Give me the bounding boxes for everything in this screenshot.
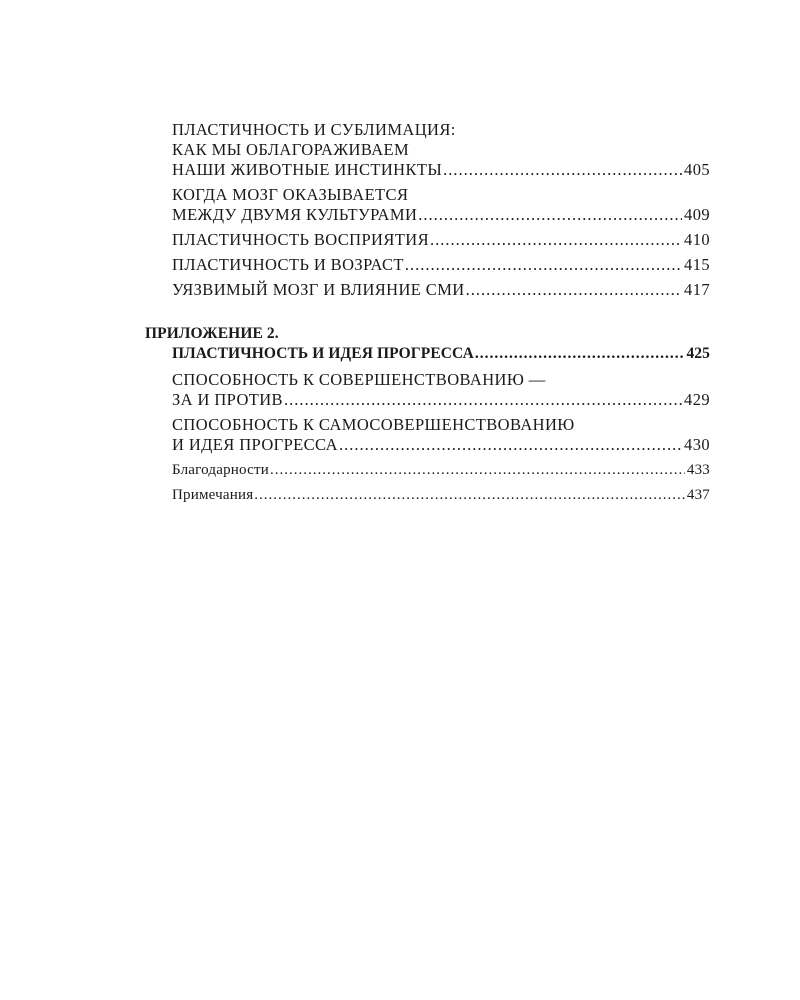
dot-leader	[466, 280, 682, 300]
toc-entry-line: ПЛАСТИЧНОСТЬ И СУБЛИМАЦИЯ:	[172, 120, 456, 139]
toc-entry-final-line	[172, 255, 710, 275]
toc-entry-perfectibility	[145, 370, 710, 410]
dot-leader	[430, 230, 682, 250]
toc-entry-notes	[145, 485, 710, 505]
toc-appendix	[145, 324, 710, 364]
toc-entry-plasticity-sublimation	[145, 120, 710, 180]
toc-entry-title: ЗА И ПРОТИВ	[172, 390, 283, 409]
dot-leader	[254, 485, 685, 505]
toc-page-number: 415	[684, 255, 710, 274]
toc-entry-title: УЯЗВИМЫЙ МОЗГ И ВЛИЯНИЕ СМИ	[172, 280, 465, 299]
dot-leader	[405, 255, 682, 275]
toc-entry-title: НАШИ ЖИВОТНЫЕ ИНСТИНКТЫ	[172, 160, 443, 179]
appendix-heading: ПРИЛОЖЕНИЕ 2.	[145, 325, 279, 342]
toc-entry-two-cultures	[145, 185, 710, 225]
toc-page-number: 430	[684, 435, 710, 454]
toc-entry-age	[145, 255, 710, 275]
toc-entry-line: КОГДА МОЗГ ОКАЗЫВАЕТСЯ	[172, 185, 409, 204]
toc-entry-acknowledgements	[145, 460, 710, 480]
toc-entry-media	[145, 280, 710, 300]
toc-entry-final-line	[172, 390, 710, 410]
toc-page-number: 437	[686, 487, 710, 503]
toc-entry-final-line	[172, 160, 710, 180]
toc-entry-final-line	[172, 344, 710, 364]
toc-page-number: 425	[686, 345, 710, 362]
toc-entry-title: Благодарности	[172, 462, 269, 478]
dot-leader	[418, 205, 682, 225]
toc-entry-title: Примечания	[172, 487, 254, 503]
toc-page-number: 433	[686, 462, 710, 478]
toc-entry-title: МЕЖДУ ДВУМЯ КУЛЬТУРАМИ	[172, 205, 418, 224]
toc-entry-title: ПЛАСТИЧНОСТЬ И ВОЗРАСТ	[172, 255, 404, 274]
toc-entry-final-line	[172, 435, 710, 455]
toc-page-number: 417	[684, 280, 710, 299]
toc-entry-line: КАК МЫ ОБЛАГОРАЖИВАЕМ	[172, 140, 410, 159]
table-of-contents	[145, 120, 710, 510]
toc-entry-appendix-title	[145, 344, 710, 364]
toc-entry-self-improvement	[145, 415, 710, 455]
toc-page-number: 405	[684, 160, 710, 179]
dot-leader	[443, 160, 682, 180]
toc-entry-perception	[145, 230, 710, 250]
toc-page-number: 429	[684, 390, 710, 409]
toc-page-number: 409	[684, 205, 710, 224]
dot-leader	[270, 460, 685, 480]
toc-entry-title: ПЛАСТИЧНОСТЬ ВОСПРИЯТИЯ	[172, 230, 429, 249]
toc-entry-title: И ИДЕЯ ПРОГРЕССА	[172, 435, 338, 454]
toc-entry-final-line	[172, 485, 710, 505]
dot-leader	[339, 435, 682, 455]
toc-entry-final-line	[172, 230, 710, 250]
toc-entry-final-line	[172, 280, 710, 300]
toc-entry-final-line	[172, 460, 710, 480]
toc-entry-final-line	[172, 205, 710, 225]
toc-entry-line: СПОСОБНОСТЬ К СОВЕРШЕНСТВОВАНИЮ —	[172, 370, 546, 389]
toc-entry-line: СПОСОБНОСТЬ К САМОСОВЕРШЕНСТВОВАНИЮ	[172, 415, 575, 434]
dot-leader	[475, 344, 685, 364]
dot-leader	[284, 390, 682, 410]
appendix-title: ПЛАСТИЧНОСТЬ И ИДЕЯ ПРОГРЕССА	[172, 345, 474, 362]
toc-page-number: 410	[684, 230, 710, 249]
